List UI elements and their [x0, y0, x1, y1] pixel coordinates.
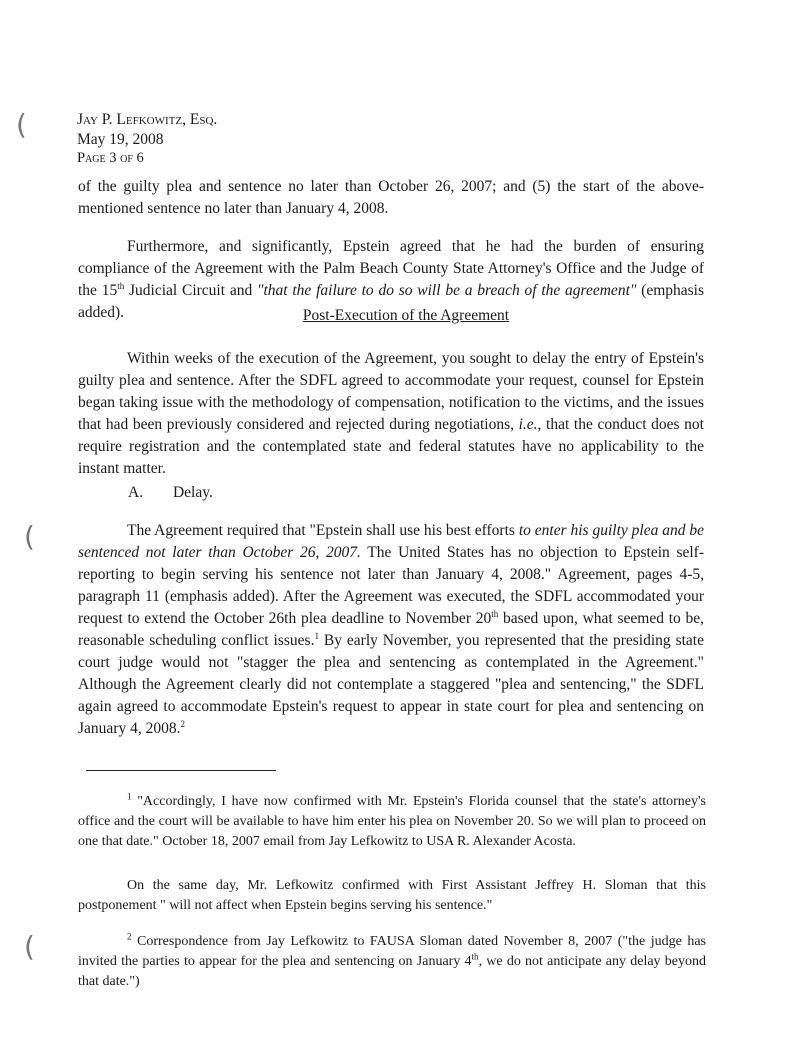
- footnote-2: [78, 932, 706, 992]
- paragraph-2-text-a: Furthermore, and significantly, Epstein agreed that he had the burden of ensuring compliance of the Agreement with the Palm Beach County State Attorney's Office and the Judge of the 15: [78, 238, 704, 299]
- paragraph-2-text-c: (emphasis added).: [78, 282, 705, 321]
- paragraph-4-emphasis: to enter his guilty plea and be sentenced not later than October 26, 2007.: [78, 522, 704, 561]
- paragraph-3: [78, 348, 704, 480]
- section-heading: Post-Execution of the Agreement: [302, 307, 510, 324]
- paragraph-4-text-b: The United States has no objection to Epstein self-reporting to begin serving his sentence not later than January 4, 2008." Agreement, pages 4-5, paragraph 11 (emphasis added). After the Agreement was executed, the SDFL accommodated your request to extend the October 26th plea deadline to November 20: [78, 544, 704, 627]
- header-name: Jay P. Lefkowitz, Esq.: [77, 111, 218, 128]
- paragraph-4-sup: th: [491, 608, 499, 619]
- header-date: May 19, 2008: [77, 131, 164, 148]
- paragraph-4-text-d: By early November, you represented that the presiding state court judge would not "stagger the plea and sentencing as contemplated in the Agreement." Although the Agreement clearly did not contemplate a staggered "plea and sentencing," the SDFL again agreed to accommodate Epstein's request to appear in state court for plea and sentencing on January 4, 2008.: [78, 632, 704, 737]
- paragraph-4-text-c: based upon, what seemed to be, reasonable scheduling conflict issues.: [78, 610, 704, 649]
- scan-mark-middle: (: [24, 520, 35, 553]
- paragraph-2-sup: th: [117, 280, 125, 291]
- footnote-ref-1: 1: [314, 630, 319, 641]
- footnote-2-sup: th: [471, 951, 479, 962]
- scan-mark-bottom: (: [24, 930, 35, 963]
- footnote-2-text-a: Correspondence from Jay Lefkowitz to FAUSA Sloman dated November 8, 2007 ("the judge has invited the parties to appear for the plea and sentencing on January 4: [78, 934, 706, 969]
- footnote-2-text-b: , we do not anticipate any delay beyond that date."): [78, 954, 706, 989]
- header-page: Page 3 of 6: [77, 150, 144, 166]
- footnote-ref-2: 2: [180, 718, 185, 729]
- subsection-heading: [128, 484, 213, 502]
- footnote-2-number: 2: [127, 931, 132, 942]
- footnote-1-continued: [78, 876, 706, 916]
- footnote-1: [78, 792, 706, 852]
- paragraph-1: [78, 176, 704, 220]
- paragraph-4: [78, 520, 704, 740]
- subsection-letter: A.: [128, 484, 144, 501]
- footnote-1-text: "Accordingly, I have now confirmed with Mr. Epstein's Florida counsel that the state's attorney's office and the court will be available to have him enter his plea on November 20. So we will plan to proceed on one that date." October 18, 2007 email from Jay Lefkowitz to USA R. Alexander Acosta.: [78, 794, 706, 849]
- paragraph-1-text: of the guilty plea and sentence no later than October 26, 2007; and (5) the start of the above-mentioned sentence no later than January 4, 2008.: [78, 178, 704, 217]
- subsection-title: Delay.: [172, 484, 213, 501]
- scan-mark-top: (: [16, 108, 27, 141]
- footnote-1-continued-text: On the same day, Mr. Lefkowitz confirmed with First Assistant Jeffrey H. Sloman that this postponement " will not affect when Epstein begins serving his sentence.": [78, 878, 706, 913]
- footnote-1-number: 1: [127, 791, 132, 802]
- paragraph-3-emphasis: i.e.: [518, 416, 538, 433]
- paragraph-3-text-a: Within weeks of the execution of the Agreement, you sought to delay the entry of Epstein's guilty plea and sentence. After the SDFL agreed to accommodate your request, counsel for Epstein began taking issue with the methodology of compensation, notification to the victims, and the issues that had been previously considered and rejected during negotiations,: [78, 350, 704, 433]
- footnote-divider: [86, 770, 276, 771]
- paragraph-2-emphasis: "that the failure to do so will be a breach of the agreement": [256, 282, 637, 299]
- paragraph-4-text-a: The Agreement required that "Epstein shall use his best efforts: [127, 522, 519, 539]
- paragraph-3-text-b: , that the conduct does not require registration and the contemplated state and federal statutes have no applicability to the instant matter.: [78, 416, 704, 477]
- paragraph-2-text-b: Judicial Circuit and: [124, 282, 257, 299]
